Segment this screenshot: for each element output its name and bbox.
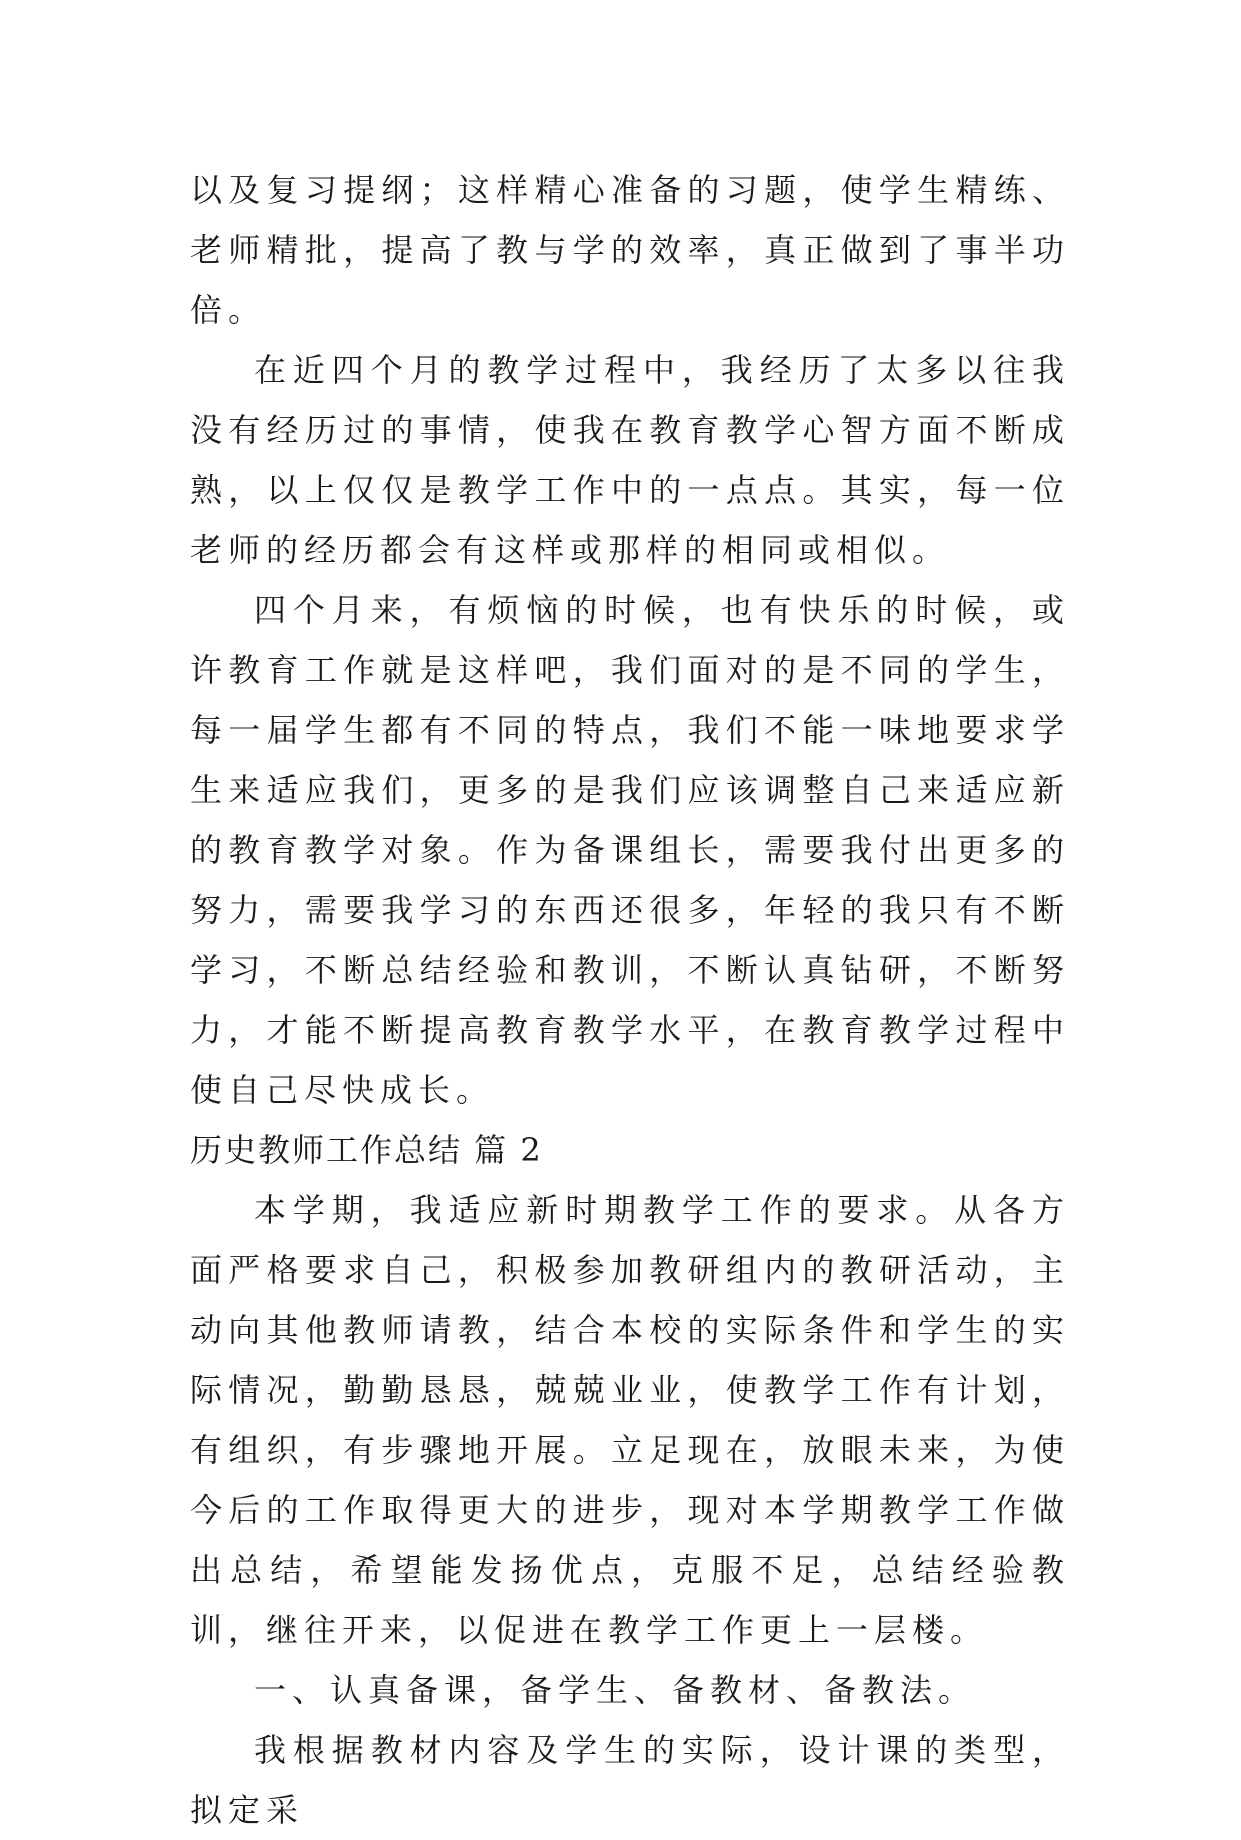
- section-heading: 历史教师工作总结 篇 2: [190, 1131, 543, 1169]
- document-body: [190, 160, 1070, 1840]
- paragraph-teaching-experience: 在近四个月的教学过程中，我经历了太多以往我没有经历过的事情，使我在教育教学心智方面不断成熟，以上仅仅是教学工作中的一点点。其实，每一位老师的经历都会有这样或那样的相同或相似。: [190, 351, 1070, 569]
- paragraph-continued: 以及复习提纲；这样精心准备的习题，使学生精练、老师精批，提高了教与学的效率，真正做到了事半功倍。: [190, 171, 1070, 329]
- paragraph-lesson-design: 我根据教材内容及学生的实际，设计课的类型，拟定采: [190, 1731, 1070, 1829]
- paragraph-four-months-reflection: 四个月来，有烦恼的时候，也有快乐的时候，或许教育工作就是这样吧，我们面对的是不同的学生，每一届学生都有不同的特点，我们不能一味地要求学生来适应我们，更多的是我们应该调整自己来适应新的教育教学对象。作为备课组长，需要我付出更多的努力，需要我学习的东西还很多，年轻的我只有不断学习，不断总结经验和教训，不断认真钻研，不断努力，才能不断提高教育教学水平，在教育教学过程中使自己尽快成长。: [190, 591, 1070, 1109]
- paragraph-semester-intro: 本学期，我适应新时期教学工作的要求。从各方面严格要求自己，积极参加教研组内的教研活动，主动向其他教师请教，结合本校的实际条件和学生的实际情况，勤勤恳恳，兢兢业业，使教学工作有计划，有组织，有步骤地开展。立足现在，放眼未来，为使今后的工作取得更大的进步，现对本学期教学工作做出总结，希望能发扬优点，克服不足，总结经验教训，继往开来，以促进在教学工作更上一层楼。: [190, 1191, 1070, 1649]
- paragraph-point-one-heading: 一、认真备课，备学生、备教材、备教法。: [254, 1671, 977, 1709]
